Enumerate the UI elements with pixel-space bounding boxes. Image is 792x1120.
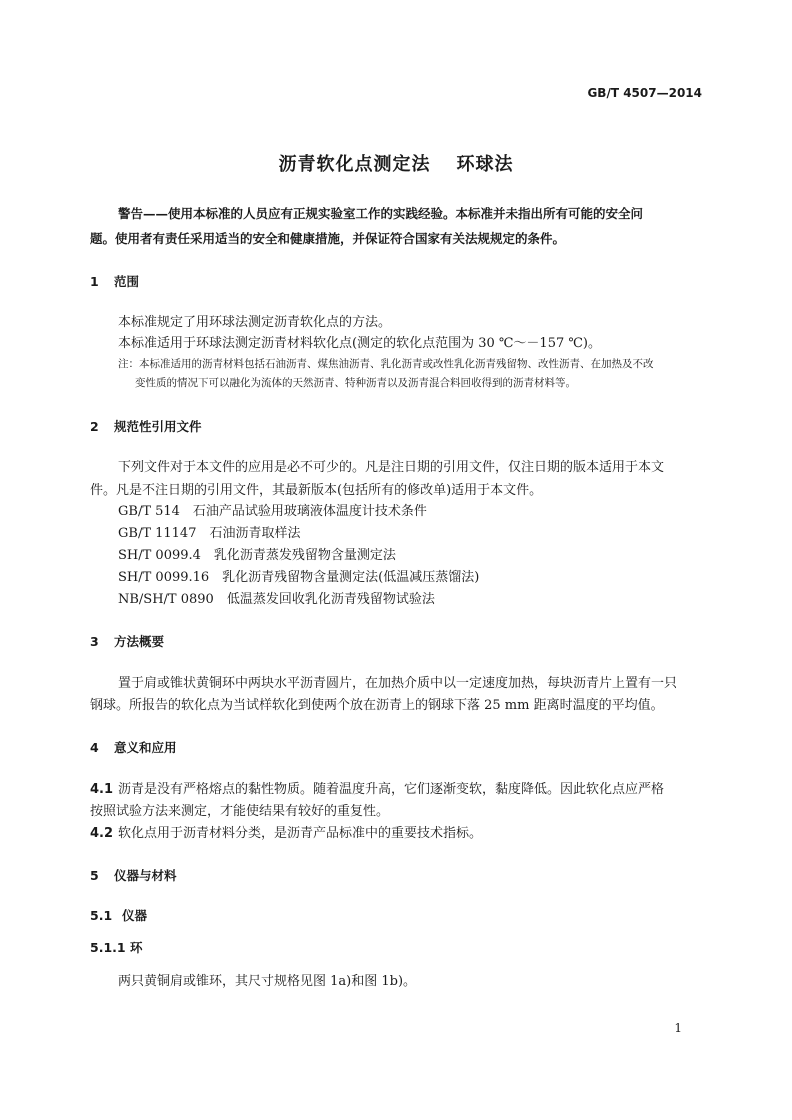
- scope-note-line-1: 注：本标准适用的沥青材料包括石油沥青、煤焦油沥青、乳化沥青或改性乳化沥青残留物、改性沥青、在加热及不改: [118, 358, 654, 370]
- title-main: 沥青软化点测定法: [278, 154, 431, 175]
- scope-paragraph-1: 本标准规定了用环球法测定沥青软化点的方法。: [118, 315, 392, 330]
- section-heading-5-1: 5.1 仪器: [90, 908, 148, 923]
- standard-number: GB/T 4507—2014: [587, 86, 702, 100]
- section-heading-2: 2 规范性引用文件: [90, 419, 202, 434]
- reference-item: GB/T 11147 石油沥青取样法: [118, 526, 301, 541]
- section-heading-4: 4 意义和应用: [90, 740, 177, 755]
- warning-line-2: 题。使用者有责任采用适当的安全和健康措施，并保证符合国家有关法规规定的条件。: [90, 231, 566, 246]
- clause-4-2: 4.2 软化点用于沥青材料分类，是沥青产品标准中的重要技术指标。: [90, 826, 483, 841]
- scope-note-line-2: 变性质的情况下可以融化为流体的天然沥青、特种沥青以及沥青混合料回收得到的沥青材料等。: [135, 377, 576, 389]
- page-number: 1: [674, 1021, 682, 1035]
- section-heading-5-1-1: 5.1.1 环: [90, 940, 143, 955]
- scope-paragraph-2: 本标准适用于环球法测定沥青材料软化点(测定的软化点范围为 30 ℃～－157 ℃)。: [118, 336, 601, 351]
- section-heading-3: 3 方法概要: [90, 634, 165, 649]
- reference-item: NB/SH/T 0890 低温蒸发回收乳化沥青残留物试验法: [118, 592, 435, 607]
- reference-item: SH/T 0099.4 乳化沥青蒸发残留物含量测定法: [118, 548, 396, 563]
- section-heading-5: 5 仪器与材料: [90, 868, 177, 883]
- normative-intro-line-2: 件。凡是不注日期的引用文件，其最新版本(包括所有的修改单)适用于本文件。: [90, 483, 543, 498]
- clause-4-1-line-1: 4.1 沥青是没有严格熔点的黏性物质。随着温度升高，它们逐渐变软，黏度降低。因此软化点应严格: [90, 782, 665, 797]
- section-heading-1: 1 范围: [90, 274, 140, 289]
- reference-item: GB/T 514 石油产品试验用玻璃液体温度计技术条件: [118, 504, 427, 519]
- summary-line-2: 钢球。所报告的软化点为当试样软化到使两个放在沥青上的钢球下落 25 mm 距离时温度的平均值。: [90, 698, 664, 713]
- normative-intro-line-1: 下列文件对于本文件的应用是必不可少的。凡是注日期的引用文件，仅注日期的版本适用于本文: [118, 460, 665, 475]
- reference-item: SH/T 0099.16 乳化沥青残留物含量测定法(低温减压蒸馏法): [118, 570, 480, 585]
- summary-line-1: 置于肩或锥状黄铜环中两块水平沥青圆片，在加热介质中以一定速度加热，每块沥青片上置有一只: [118, 676, 678, 691]
- warning-line-1: 警告——使用本标准的人员应有正规实验室工作的实践经验。本标准并未指出所有可能的安全问: [118, 206, 644, 221]
- title-sub: 环球法: [456, 154, 514, 175]
- ring-paragraph: 两只黄铜肩或锥环，其尺寸规格见图 1a)和图 1b)。: [118, 974, 417, 989]
- document-title: [0, 150, 792, 176]
- clause-4-1-line-2: 按照试验方法来测定，才能使结果有较好的重复性。: [90, 804, 390, 819]
